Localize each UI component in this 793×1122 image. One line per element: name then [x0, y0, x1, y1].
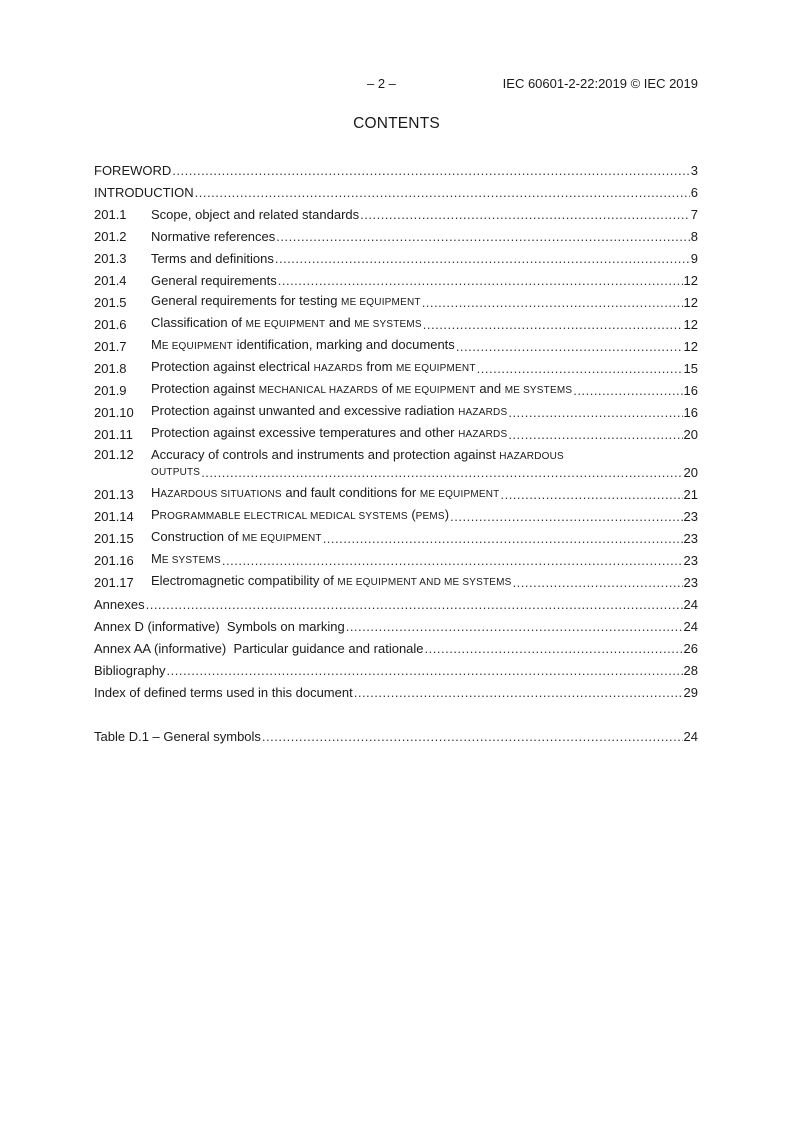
clause-number: 201.15	[94, 531, 134, 546]
toc-page-number: 23	[683, 553, 698, 568]
dot-leader	[513, 575, 683, 591]
toc-entry-annex-d[interactable]	[94, 613, 698, 635]
clause-number: 201.3	[94, 251, 127, 266]
toc-entry-201-3[interactable]	[94, 245, 698, 267]
toc-entry-annex-aa[interactable]	[94, 635, 698, 657]
toc-page-number: 12	[683, 339, 698, 354]
dot-leader	[573, 383, 682, 399]
toc-entry-label: Classification of ME EQUIPMENT and ME SYSTEMS	[151, 315, 422, 330]
dot-leader	[422, 295, 683, 311]
clause-number: 201.10	[94, 405, 134, 420]
dot-leader	[201, 465, 682, 481]
toc-entry-label: ME EQUIPMENT identification, marking and documents	[151, 337, 455, 352]
toc-entry-label: Index of defined terms used in this document	[94, 685, 353, 700]
toc-page-number: 8	[690, 229, 698, 244]
page-title: CONTENTS	[353, 115, 440, 132]
toc-entry-201-14[interactable]	[94, 503, 698, 525]
toc-page-number: 23	[683, 575, 698, 590]
clause-number: 201.11	[94, 427, 133, 442]
clause-number: 201.6	[94, 317, 127, 332]
dot-leader	[425, 641, 683, 657]
toc-entry-label: Scope, object and related standards	[151, 207, 360, 222]
toc-entry-201-11[interactable]	[94, 421, 698, 443]
toc-entry-label: Protection against electrical HAZARDS from ME EQUIPMENT	[151, 359, 476, 374]
toc-page-number: 16	[683, 405, 698, 420]
dot-leader	[195, 185, 690, 201]
clause-number: 201.13	[94, 487, 134, 502]
toc-page-number: 20	[683, 427, 698, 442]
toc-page-number: 16	[683, 383, 698, 398]
toc-entry-label: Bibliography	[94, 663, 166, 678]
toc-entry-201-4[interactable]	[94, 267, 698, 289]
toc-entry-label: Normative references	[151, 229, 276, 244]
dot-leader	[275, 251, 690, 267]
dot-leader	[354, 685, 683, 701]
toc-page-number: 12	[683, 295, 698, 310]
toc-entry-201-9[interactable]	[94, 377, 698, 399]
clause-number: 201.5	[94, 295, 127, 310]
document-id: IEC 60601-2-22:2019 © IEC 2019	[502, 76, 698, 91]
dot-leader	[456, 339, 683, 355]
clause-number: 201.4	[94, 273, 127, 288]
toc-entry-201-2[interactable]	[94, 223, 698, 245]
page-number: – 2 –	[367, 76, 396, 91]
toc-page-number: 21	[683, 487, 698, 502]
dot-leader	[346, 619, 683, 635]
toc-page-number: 7	[690, 207, 698, 222]
toc-page-number: 20	[683, 465, 698, 480]
toc-entry-201-15[interactable]	[94, 525, 698, 547]
toc-entry-label: HAZARDOUS SITUATIONS and fault conditions for ME EQUIPMENT	[151, 485, 500, 500]
toc-entry-label: Terms and definitions	[151, 251, 274, 266]
clause-number: 201.7	[94, 339, 127, 354]
dot-leader	[262, 729, 683, 745]
toc-page-number: 24	[683, 597, 698, 612]
running-header	[94, 76, 698, 92]
toc-entry-201-1[interactable]	[94, 201, 698, 223]
toc-page-number: 12	[683, 273, 698, 288]
dot-leader	[360, 207, 690, 223]
toc-entry-label: Annexes	[94, 597, 145, 612]
toc-entry-201-16[interactable]	[94, 547, 698, 569]
toc-page-number: 24	[683, 619, 698, 634]
toc-entry-label: Electromagnetic compatibility of ME EQUIPMENT AND ME SYSTEMS	[151, 573, 512, 588]
dot-leader	[278, 273, 683, 289]
toc-entry-bibliography[interactable]	[94, 657, 698, 679]
toc-page-number: 15	[683, 361, 698, 376]
toc-page-number: 23	[683, 509, 698, 524]
toc-entry-label: Accuracy of controls and instruments and protection against HAZARDOUS	[151, 447, 564, 462]
toc-entry-201-12[interactable]	[94, 443, 698, 481]
clause-number: 201.12	[94, 447, 134, 462]
toc-entry-label: Construction of ME EQUIPMENT	[151, 529, 322, 544]
toc-page-number: 9	[690, 251, 698, 266]
toc-entry-201-7[interactable]	[94, 333, 698, 355]
dot-leader	[450, 509, 682, 525]
dot-leader	[167, 663, 683, 679]
toc-entry-201-5[interactable]	[94, 289, 698, 311]
dot-leader	[477, 361, 683, 377]
clause-number: 201.8	[94, 361, 127, 376]
dot-leader	[146, 597, 683, 613]
toc-page-number: 24	[683, 729, 698, 744]
toc-entry-201-6[interactable]	[94, 311, 698, 333]
toc-entry-label: Annex D (informative) Symbols on marking	[94, 619, 345, 634]
toc-entry-index[interactable]	[94, 679, 698, 701]
clause-number: 201.1	[94, 207, 127, 222]
toc-page-number: 6	[690, 185, 698, 200]
dot-leader	[323, 531, 683, 547]
clause-number: 201.17	[94, 575, 134, 590]
toc-page-number: 3	[690, 163, 698, 178]
clause-number: 201.16	[94, 553, 134, 568]
dot-leader	[508, 427, 682, 443]
toc-entry-introduction[interactable]	[94, 179, 698, 201]
toc-entry-label: Table D.1 – General symbols	[94, 729, 261, 744]
toc-page-number: 29	[683, 685, 698, 700]
clause-number: 201.9	[94, 383, 127, 398]
dot-leader	[172, 163, 689, 179]
toc-entry-201-8[interactable]	[94, 355, 698, 377]
clause-number: 201.14	[94, 509, 134, 524]
toc-entry-label: General requirements for testing ME EQUIPMENT	[151, 293, 421, 308]
toc-entry-201-10[interactable]	[94, 399, 698, 421]
toc-entry-201-17[interactable]	[94, 569, 698, 591]
dot-leader	[508, 405, 682, 421]
toc-entry-label: INTRODUCTION	[94, 185, 194, 200]
toc-entry-label: Annex AA (informative) Particular guidance and rationale	[94, 641, 424, 656]
toc-page-number: 28	[683, 663, 698, 678]
toc-entry-label: FOREWORD	[94, 163, 172, 178]
toc-entry-label: PROGRAMMABLE ELECTRICAL MEDICAL SYSTEMS (PEMS)	[151, 507, 450, 522]
toc-page-number: 23	[683, 531, 698, 546]
toc-entry-label: ME SYSTEMS	[151, 551, 221, 566]
toc-entry-label: General requirements	[151, 273, 277, 288]
toc-entry-annexes[interactable]	[94, 591, 698, 613]
toc-entry-foreword[interactable]	[94, 157, 698, 179]
table-of-contents	[94, 157, 698, 745]
toc-entry-label-continued: OUTPUTS	[151, 467, 201, 478]
toc-entry-label: Protection against unwanted and excessive radiation HAZARDS	[151, 403, 508, 418]
dot-leader	[500, 487, 682, 503]
dot-leader	[276, 229, 689, 245]
toc-page-number: 26	[683, 641, 698, 656]
toc-entry-table-d1[interactable]	[94, 723, 698, 745]
clause-number: 201.2	[94, 229, 127, 244]
toc-entry-label: Protection against MECHANICAL HAZARDS of ME EQUIPMENT and ME SYSTEMS	[151, 381, 573, 396]
dot-leader	[222, 553, 683, 569]
dot-leader	[423, 317, 683, 333]
section-spacer	[94, 701, 698, 723]
toc-entry-label: Protection against excessive temperatures and other HAZARDS	[151, 425, 508, 440]
toc-page-number: 12	[683, 317, 698, 332]
toc-entry-201-13[interactable]	[94, 481, 698, 503]
